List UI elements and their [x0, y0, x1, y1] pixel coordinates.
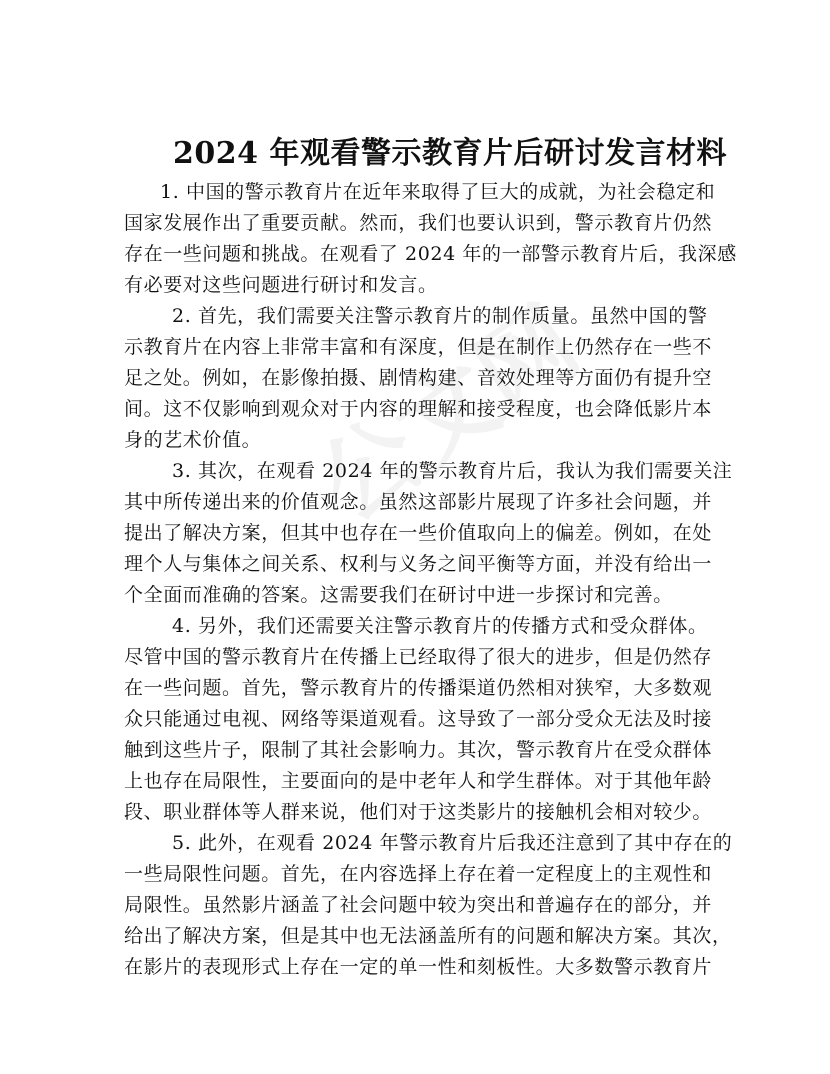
paragraph-1-line-4: 有必要对这些问题进行研讨和发言。	[124, 274, 438, 296]
paragraph-5-line-4: 给出了解决方案，但是其中也无法涵盖所有的问题和解决方案。其次，	[124, 925, 732, 947]
paragraph-4-line-2: 尽管中国的警示教育片在传播上已经取得了很大的进步，但是仍然存	[124, 646, 713, 668]
paragraph-2-line-1: 2. 首先，我们需要关注警示教育片的制作质量。虽然中国的警	[172, 305, 708, 327]
paragraph-2-line-5: 身的艺术价值。	[124, 429, 262, 451]
paragraph-3-line-5: 个全面而准确的答案。这需要我们在研讨中进一步探讨和完善。	[124, 584, 673, 606]
paragraph-1-line-2: 国家发展作出了重要贡献。然而，我们也要认识到，警示教育片仍然	[124, 212, 713, 234]
paragraph-4-line-3: 在一些问题。首先，警示教育片的传播渠道仍然相对狭窄，大多数观	[124, 677, 713, 699]
document-title: 2024 年观看警示教育片后研讨发言材料	[173, 136, 727, 171]
paragraph-5-line-2: 一些局限性问题。首先，在内容选择上存在着一定程度上的主观性和	[124, 863, 713, 885]
paragraph-2-line-4: 间。这不仅影响到观众对于内容的理解和接受程度，也会降低影片本	[124, 398, 713, 420]
paragraph-4-line-7: 段、职业群体等人群来说，他们对于这类影片的接触机会相对较少。	[124, 801, 713, 823]
paragraph-4-line-1: 4. 另外，我们还需要关注警示教育片的传播方式和受众群体。	[172, 615, 708, 637]
paragraph-3-line-3: 提出了解决方案，但其中也存在一些价值取向上的偏差。例如，在处	[124, 522, 713, 544]
paragraph-3-line-4: 理个人与集体之间关系、权利与义务之间平衡等方面，并没有给出一	[124, 553, 713, 575]
paragraph-2-line-3: 足之处。例如，在影像拍摄、剧情构建、音效处理等方面仍有提升空	[124, 367, 713, 389]
paragraph-4-line-5: 触到这些片子，限制了其社会影响力。其次，警示教育片在受众群体	[124, 739, 713, 761]
paragraph-1-line-1: 1. 中国的警示教育片在近年来取得了巨大的成就，为社会稳定和	[160, 181, 716, 203]
paragraph-4-line-4: 众只能通过电视、网络等渠道观看。这导致了一部分受众无法及时接	[124, 708, 713, 730]
paragraph-5-line-5: 在影片的表现形式上存在一定的单一性和刻板性。大多数警示教育片	[124, 956, 713, 978]
paragraph-5-line-1: 5. 此外，在观看 2024 年警示教育片后我还注意到了其中存在的	[172, 832, 733, 854]
paragraph-3-line-2: 其中所传递出来的价值观念。虽然这部影片展现了许多社会问题，并	[124, 491, 713, 513]
paragraph-1-line-3: 存在一些问题和挑战。在观看了 2024 年的一部警示教育片后，我深感	[124, 243, 737, 265]
paragraph-2-line-2: 示教育片在内容上非常丰富和有深度，但是在制作上仍然存在一些不	[124, 336, 713, 358]
paragraph-5-line-3: 局限性。虽然影片涵盖了社会问题中较为突出和普遍存在的部分，并	[124, 894, 713, 916]
paragraph-3-line-1: 3. 其次，在观看 2024 年的警示教育片后，我认为我们需要关注	[172, 460, 733, 482]
paragraph-4-line-6: 上也存在局限性，主要面向的是中老年人和学生群体。对于其他年龄	[124, 770, 713, 792]
